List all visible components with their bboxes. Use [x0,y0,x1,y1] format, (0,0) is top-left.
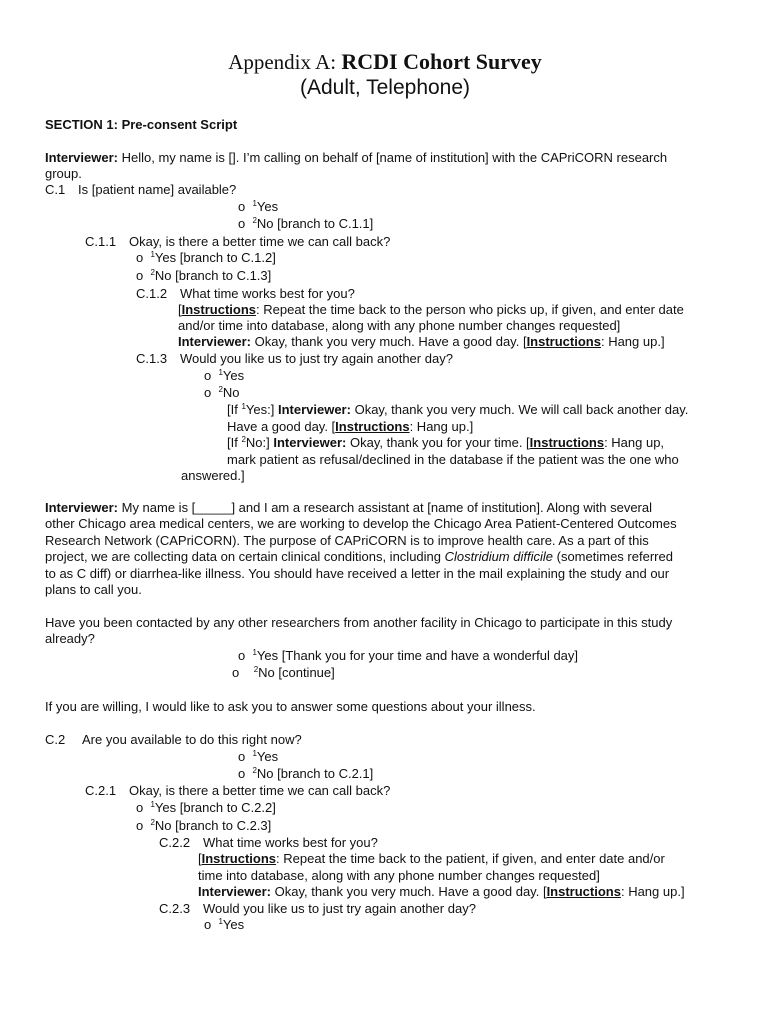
interviewer-label: Interviewer: [277,402,351,417]
pathogen-name: Clostridium difficile [444,549,553,564]
intro-text-1: Hello, my name is []. I’m calling on behalf of [name of institution] with the CAPriCORN research [121,150,668,165]
bullet-o: o [136,268,144,283]
option-c1-no: o $^2$No [branch to C.1.1] [238,216,374,231]
if-no-text: Okay, thank you for your time. [ [349,435,530,450]
contacted-question-1: Have you been contacted by any other researchers from another facility in Chicago to participate in this study [45,615,673,630]
para2-text-4a: project, we are collecting data on certain clinical conditions, including [45,549,441,564]
para2-line-3: Research Network (CAPriCORN). The purpose of CAPriCORN is to improve health care. As a part of this [45,533,649,548]
bullet-o: o [136,800,144,815]
title-main: RCDI Cohort Survey [341,49,542,74]
title-prefix: Appendix A: [228,50,337,74]
bullet-o: o [204,917,212,932]
bullet-o: o [204,368,212,383]
hangup-text: : Hang up.] [600,334,665,349]
instructions-label: Instructions [526,334,601,349]
instructions-label: Instructions [546,884,621,899]
instructions-c1-2-b: and/or time into database, along with any phone number changes requested] [178,318,621,333]
option-text: Yes [Thank you for your time and have a wonderful day] [256,648,579,663]
question-id: C.1.2 [136,286,168,301]
if-no-line-3: mark patient as refusal/declined in the database if the patient was the one who [227,452,679,467]
if-no-text-2: : Hang up, [604,435,665,450]
instructions-label: Instructions [181,302,257,317]
willing-text: If you are willing, I would like to ask you to answer some questions about your illness. [45,699,536,714]
question-c2-2 [159,835,378,851]
instructions-c2-2-b: time into database, along with any phone number changes requested] [198,868,600,883]
option-c1-3-yes: o $^1$Yes [204,368,245,383]
closing-c1-2: Interviewer: Okay, thank you very much. Have a good day. [Instructions: Hang up.] [178,334,665,349]
option-text: No [branch to C.2.3] [154,818,272,833]
question-text: Is [patient name] available? [78,182,237,197]
if-no-label: No: [245,435,267,450]
question-id: C.2.3 [159,901,191,916]
question-c1-3 [136,351,453,367]
document-subtitle: (Adult, Telephone) [299,76,471,99]
instructions-label: Instructions [335,419,410,434]
interviewer-label: Interviewer: [198,884,271,899]
bullet-o: o [238,199,246,214]
if-yes-text: Okay, thank you very much. We will call back another day. [354,402,689,417]
option-c2-1-no: o $^2$No [branch to C.2.3] [136,818,272,833]
option-text: Yes [branch to C.2.2] [154,800,276,815]
bullet-o: o [232,665,240,680]
question-text: What time works best for you? [203,835,378,850]
hangup-text: : Hang up.] [409,419,474,434]
if-no-line-1: [If $^2$No:] Interviewer: Okay, thank you for your time. [Instructions: Hang up, [227,435,665,450]
option-contacted-no: o $^2$No [continue] [232,665,335,680]
question-text: Okay, is there a better time we can call back? [129,234,391,249]
question-text: Are you available to do this right now? [82,732,302,747]
option-c2-3-yes: o $^1$Yes [204,917,245,932]
bullet-o: o [204,385,212,400]
para2-line-6: plans to call you. [45,582,142,597]
instructions-text: : Repeat the time back to the person who picks up, if given, and enter date [256,302,684,317]
question-text: What time works best for you? [180,286,355,301]
para2-text-4c: (sometimes referred [556,549,673,564]
question-id: C.2 [45,732,66,747]
para2-line-2: other Chicago area medical centers, we are working to develop the Chicago Area Patient-Centered Outcomes [45,516,677,531]
instructions-label: Instructions [529,435,605,450]
document-title [0,48,770,76]
interviewer-label: Interviewer: [45,500,118,515]
question-c1-2 [136,286,355,302]
bullet-o: o [238,216,246,231]
para2-line-1 [45,500,652,516]
if-yes-text-2: Have a good day. [ [227,419,336,434]
instructions-text: : Repeat the time back to the patient, if given, and enter date and/or [276,851,665,866]
bullet-o: o [238,766,246,781]
bullet-o: o [238,648,246,663]
para2-text-1: My name is [_____] and I am a research assistant at [name of institution]. Along with several [121,500,652,515]
question-id: C.2.2 [159,835,191,850]
option-c2-yes: o $^1$Yes [238,749,279,764]
question-id: C.1.1 [85,234,117,249]
contacted-question-2: already? [45,631,95,646]
option-text: Yes [256,199,279,214]
if-yes-line-2 [227,419,473,435]
bullet-o: o [136,818,144,833]
bullet-o: o [238,749,246,764]
question-id: C.1 [45,182,66,197]
interviewer-label: Interviewer: [273,435,347,450]
question-id: C.2.1 [85,783,117,798]
question-c2-1 [85,783,390,799]
option-text: Yes [222,917,245,932]
question-text: Would you like us to just try again another day? [203,901,476,916]
option-text: No [continue] [258,665,335,680]
option-text: No [branch to C.1.1] [256,216,374,231]
if-no-line-4: answered.] [181,468,245,483]
option-c1-1-yes: o $^1$Yes [branch to C.1.2] [136,250,276,265]
question-c2-3 [159,901,476,917]
option-text: Yes [256,749,279,764]
question-text: Okay, is there a better time we can call back? [129,783,391,798]
para2-line-5: to as C diff) or diarrhea-like illness. You should have received a letter in the mail explaining the study and our [45,566,670,581]
option-text: No [branch to C.1.3] [154,268,272,283]
question-c1 [45,182,236,198]
option-c2-1-yes: o $^1$Yes [branch to C.2.2] [136,800,276,815]
question-c2 [45,732,302,748]
closing-c2-2: Interviewer: Okay, thank you very much. Have a good day. [Instructions: Hang up.] [198,884,685,899]
instructions-label: Instructions [201,851,277,866]
instructions-c2-2-a: [Instructions: Repeat the time back to the patient, if given, and enter date and/or [198,851,665,866]
option-c2-no: o $^2$No [branch to C.2.1] [238,766,374,781]
para2-line-4 [45,549,673,565]
option-c1-3-no: o $^2$No [204,385,240,400]
hangup-text: : Hang up.] [620,884,685,899]
if-yes-label: Yes: [245,402,271,417]
question-text: Would you like us to just try again another day? [180,351,453,366]
option-text: Yes [branch to C.1.2] [154,250,276,265]
interviewer-label: Interviewer: [45,150,118,165]
instructions-c1-2-a: [Instructions: Repeat the time back to the person who picks up, if given, and enter date [178,302,684,317]
closing-text: Okay, thank you very much. Have a good day. [254,334,520,349]
bullet-o: o [136,250,144,265]
option-c1-yes: o $^1$Yes [238,199,279,214]
option-text: Yes [222,368,245,383]
option-text: No [222,385,240,400]
interviewer-label: Interviewer: [178,334,251,349]
option-c1-1-no: o $^2$No [branch to C.1.3] [136,268,272,283]
question-c1-1 [85,234,390,250]
if-yes-line-1: [If $^1$Yes:] Interviewer: Okay, thank you very much. We will call back another day. [227,402,689,417]
question-id: C.1.3 [136,351,168,366]
section-heading: SECTION 1: Pre-consent Script [45,117,238,132]
closing-text: Okay, thank you very much. Have a good day. [274,884,540,899]
intro-line-2: group. [45,166,82,181]
option-text: No [branch to C.2.1] [256,766,374,781]
option-contacted-yes: o $^1$Yes [Thank you for your time and have a wonderful day] [238,648,579,663]
intro-line-1 [45,150,667,166]
